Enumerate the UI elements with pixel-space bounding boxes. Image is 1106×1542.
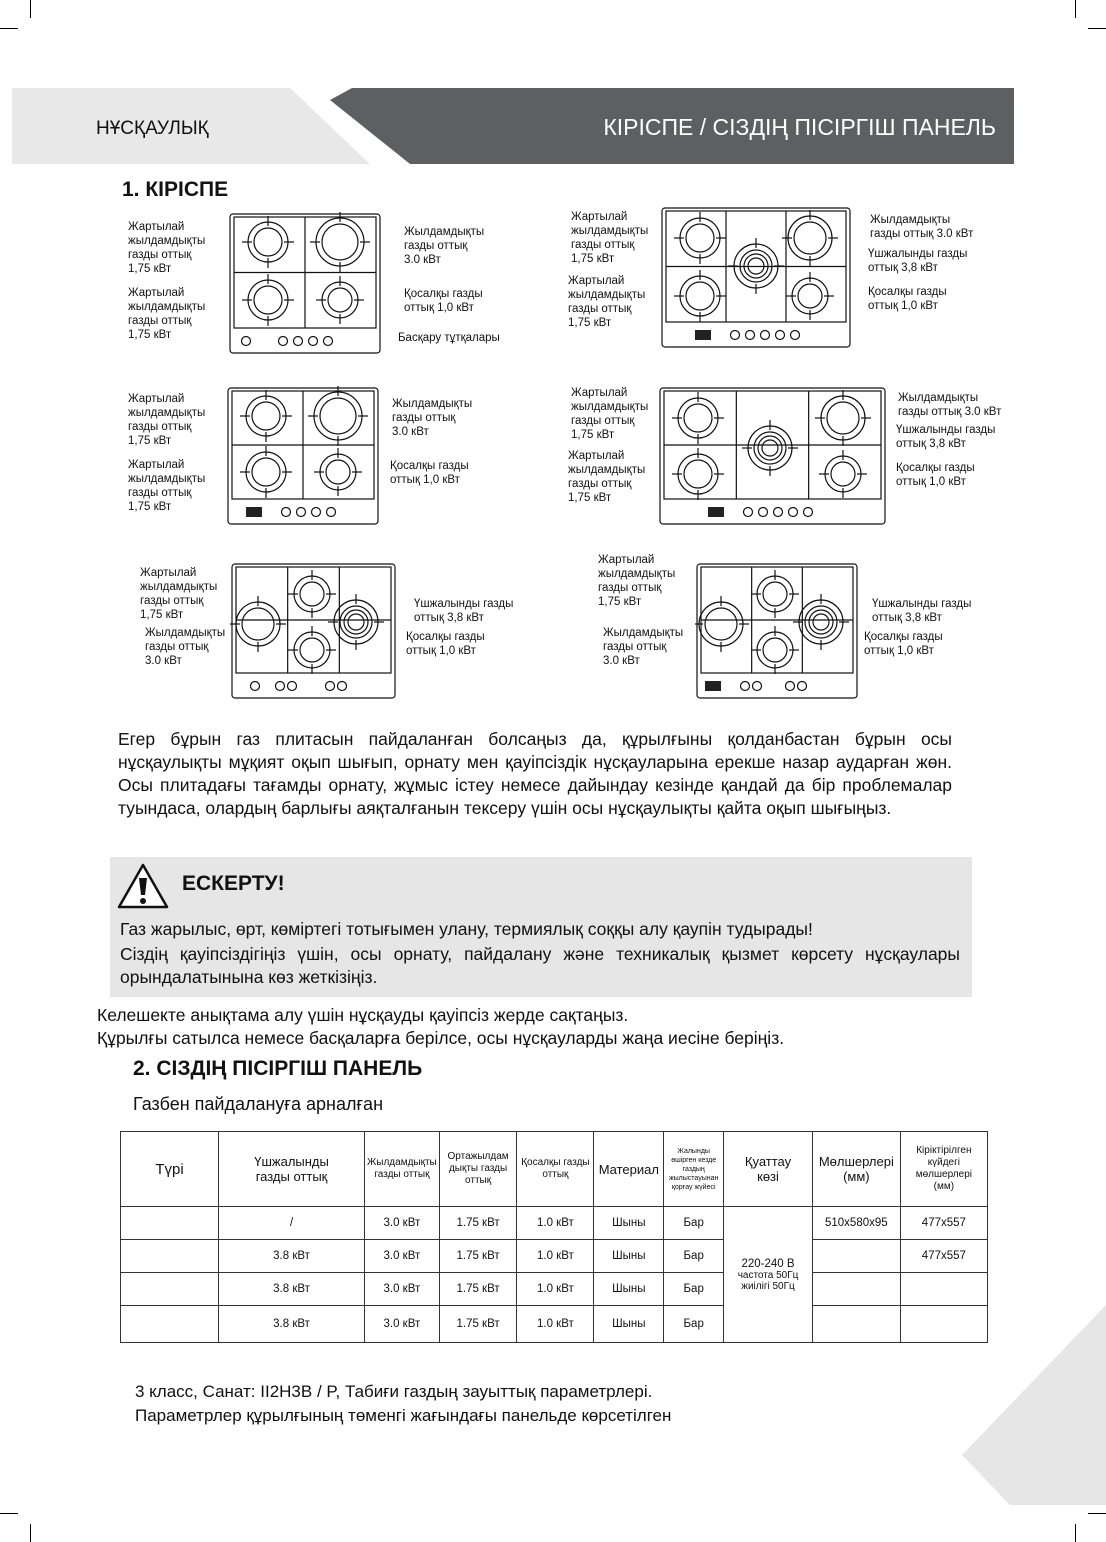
table-cell [121, 1207, 219, 1240]
section-2-subtitle: Газбен пайдалануға арналған [133, 1094, 384, 1114]
table-cell: / [219, 1207, 365, 1240]
burner-icon [242, 274, 294, 326]
table-cell [812, 1240, 900, 1273]
burner-label: Жартылай жылдамдықты газды оттық 1,75 кВт [128, 221, 206, 275]
crop-mark [0, 28, 18, 29]
burner-label: Жартылай жылдамдықты газды оттық 1,75 кВт [568, 275, 646, 329]
burner-label: Үшжалынды газды оттық 3,8 кВт [414, 598, 514, 624]
control-knob-icon [786, 682, 795, 691]
table-header-cell: Материал [594, 1132, 664, 1207]
burner-icon [751, 570, 799, 618]
burner-icon [310, 212, 370, 272]
control-knob-icon [309, 337, 318, 346]
burner-label: Жартылай жылдамдықты газды оттық 1,75 кВт [598, 554, 676, 608]
control-knob-icon [251, 682, 260, 691]
crop-mark [0, 1513, 18, 1514]
power-text: 220-240 В [741, 1257, 795, 1270]
burner-label: Жылдамдықты газды оттық 3.0 кВт [145, 627, 226, 667]
control-knob-icon [776, 331, 785, 340]
table-cell: Бар [664, 1306, 724, 1343]
table-cell [812, 1273, 900, 1306]
burner-icon [674, 270, 726, 322]
burner-icon [674, 212, 726, 264]
table-cell: 3.8 кВт [219, 1240, 365, 1273]
table-cell: 1.0 кВт [517, 1207, 594, 1240]
control-knob-icon [791, 331, 800, 340]
table-header-row [121, 1132, 988, 1207]
burner-label: Қосалқы газды оттық 1,0 кВт [868, 286, 947, 312]
table-header-cell: Кіріктірілген күйдегі мөлшерлері (мм) [900, 1132, 987, 1207]
control-knob-icon [312, 508, 321, 517]
intro-paragraph: Егер бұрын газ плитасын пайдаланған болсаңыз да, құрылғыны қолданбастан бұрын осы нұсқаулықты мұқият оқып шығып, орнату мен қауіпсіздік нұсқауларына ерекше назар аударған жөн. Осы плитадағы тағамды орнату, жұмыс істеу немесе дайындау кезінде қандай да бір проблемалар туындаса, олардың барлығы аяқталғанын тексеру үшін осы нұсқаулықты қайта оқып шығыңыз. [118, 729, 952, 818]
hob-diagram-4-burner-wok-b [695, 562, 861, 704]
burner-label: Қосалқы газды оттық 1,0 кВт [406, 631, 485, 657]
burner-label: Жартылай жылдамдықты газды оттық 1,75 кВт [568, 450, 646, 504]
table-cell: 3.0 кВт [365, 1207, 440, 1240]
burner-label: Жартылай жылдамдықты газды оттық 1,75 кВт [128, 287, 206, 341]
section-2-title: 2. СІЗДІҢ ПІСІРГІШ ПАНЕЛЬ [133, 1057, 423, 1080]
control-knob-icon [804, 508, 813, 517]
footer-line: 3 класс, Санат: II2H3B / P, Табиғи газдың зауыттық параметрлері. [135, 1382, 653, 1401]
table-cell: Шыны [594, 1306, 664, 1343]
table-row [121, 1207, 988, 1240]
crop-mark [1075, 0, 1076, 18]
burner-label: Үшжалынды газды оттық 3,8 кВт [872, 598, 972, 624]
burner-icon [314, 448, 362, 496]
table-cell: 3.0 кВт [365, 1306, 440, 1343]
table-cell [121, 1306, 219, 1343]
warning-line-1: Газ жарылыс, өрт, көміртегі тотығымен улану, термиялық соққы алу қаупін тудырады! [120, 919, 813, 939]
display-icon [695, 330, 711, 340]
control-knob-icon [279, 337, 288, 346]
table-cell: 1.75 кВт [439, 1273, 517, 1306]
burner-label: Жартылай жылдамдықты газды оттық 1,75 кВт [128, 393, 206, 447]
crop-mark [30, 1524, 31, 1542]
control-knob-icon [761, 331, 770, 340]
hob-diagram-4-burner-b [226, 386, 381, 526]
table-cell [900, 1273, 987, 1306]
table-cell: 3.8 кВт [219, 1306, 365, 1343]
burner-icon [242, 216, 294, 268]
table-row [121, 1306, 988, 1343]
burner-icon [240, 390, 292, 442]
control-knob-icon [324, 337, 333, 346]
burner-icon [230, 596, 286, 652]
control-knob-icon [798, 682, 807, 691]
burner-label: Қосалқы газды оттық 1,0 кВт [404, 288, 483, 314]
table-cell [812, 1306, 900, 1343]
table-cell: Бар [664, 1240, 724, 1273]
table-cell: 1.0 кВт [517, 1273, 594, 1306]
note-line: Келешекте анықтама алу үшін нұсқауды қауіпсіз жерде сақтаңыз. [97, 1005, 629, 1025]
specs-table [120, 1131, 988, 1343]
burner-icon [672, 392, 724, 444]
power-text: частота 50Гц [737, 1269, 799, 1281]
control-knob-icon [338, 682, 347, 691]
burner-icon [819, 450, 867, 498]
control-knob-icon [288, 682, 297, 691]
power-cell [724, 1207, 813, 1343]
burner-icon [751, 626, 799, 674]
control-knob-icon [774, 508, 783, 517]
note-line: Құрылғы сатылса немесе басқаларға берілсе, осы нұсқауларды жаңа иесіне беріңіз. [97, 1028, 785, 1048]
control-knob-icon [276, 682, 285, 691]
hob-diagram-4-burner [228, 212, 383, 354]
burner-label: Жылдамдықты газды оттық 3.0 кВт [870, 214, 974, 240]
control-knob-icon [789, 508, 798, 517]
burner-label: Жартылай жылдамдықты газды оттық 1,75 кВт [140, 567, 218, 621]
table-cell: 510x580x95 [812, 1207, 900, 1240]
burner-icon [672, 448, 724, 500]
table-cell: 477x557 [900, 1207, 987, 1240]
burner-icon [786, 272, 834, 320]
control-knob-icon [294, 337, 303, 346]
burner-label: Жартылай жылдамдықты газды оттық 1,75 кВт [571, 387, 649, 441]
control-knob-icon [753, 682, 762, 691]
table-cell: 1.75 кВт [439, 1207, 517, 1240]
triple-flame-burner-icon [793, 594, 849, 650]
hob-diagram-5-burner-wide [658, 386, 888, 526]
control-knob-icon [282, 508, 291, 517]
page-corner-decoration [950, 1305, 1106, 1505]
burner-icon [316, 276, 364, 324]
table-cell: Бар [664, 1273, 724, 1306]
table-header-cell: Мөлшерлері (мм) [812, 1132, 900, 1207]
table-cell: 1.75 кВт [439, 1240, 517, 1273]
table-header-cell: Жылдамдықты газды оттық [365, 1132, 440, 1207]
burner-icon [288, 626, 336, 674]
crop-mark [1088, 1513, 1106, 1514]
table-cell: Шыны [594, 1207, 664, 1240]
hob-diagram-5-burner [660, 206, 852, 348]
table-cell: Бар [664, 1207, 724, 1240]
section-1-title: 1. КІРІСПЕ [122, 178, 229, 201]
header-right-title: КІРІСПЕ / СІЗДІҢ ПІСІРГІШ ПАНЕЛЬ [603, 114, 996, 140]
burner-icon [308, 386, 368, 446]
table-cell: 477x557 [900, 1240, 987, 1273]
control-knob-icon [759, 508, 768, 517]
header-left-title: НҰСҚАУЛЫҚ [96, 118, 209, 139]
burner-icon [782, 210, 838, 266]
burner-label: Жартылай жылдамдықты газды оттық 1,75 кВт [128, 459, 206, 513]
table-cell: Шыны [594, 1240, 664, 1273]
burner-icon [815, 390, 871, 446]
burner-label: Жылдамдықты газды оттық 3.0 кВт [404, 226, 485, 266]
table-cell: 3.0 кВт [365, 1273, 440, 1306]
burner-label: Жартылай жылдамдықты газды оттық 1,75 кВт [571, 211, 649, 265]
table-header-cell: Ортажылдам дықты газды оттық [439, 1132, 517, 1207]
table-row [121, 1273, 988, 1306]
triple-flame-burner-icon [328, 594, 384, 650]
table-header-cell: Қуаттау көзі [724, 1132, 813, 1207]
table-cell [121, 1240, 219, 1273]
control-knob-icon [327, 508, 336, 517]
controls-label: Басқару тұтқалары [398, 332, 500, 344]
burner-label: Жылдамдықты газды оттық 3.0 кВт [603, 627, 684, 667]
control-knob-icon [744, 508, 753, 517]
footer-line: Параметрлер құрылғының төменгі жағындағы панельде көрсетілген [135, 1406, 672, 1425]
table-header-cell: Жалынды өшірген кезде газдың жылыстауынан қорғау жүйесі [664, 1132, 724, 1207]
hob-diagram-4-burner-wok [230, 562, 398, 704]
control-knob-icon [326, 682, 335, 691]
control-knob-icon [242, 337, 251, 346]
table-cell [121, 1273, 219, 1306]
crop-mark [1088, 28, 1106, 29]
warning-line-2: Сіздің қауіпсіздігіңіз үшін, осы орнату, пайдалану және техникалық қызмет көрсету нұсқаулары орындалатынына көз жеткізіңіз. [120, 944, 960, 987]
table-cell: 3.8 кВт [219, 1273, 365, 1306]
control-knob-icon [746, 331, 755, 340]
table-cell: 1.0 кВт [517, 1240, 594, 1273]
triple-flame-burner-icon [742, 420, 798, 476]
table-cell: 3.0 кВт [365, 1240, 440, 1273]
table-cell: Шыны [594, 1273, 664, 1306]
display-icon [708, 507, 724, 517]
burner-icon [240, 446, 292, 498]
burner-icon [288, 570, 336, 618]
burner-label: Қосалқы газды оттық 1,0 кВт [896, 462, 975, 488]
burner-label: Жылдамдықты газды оттық 3.0 кВт [898, 392, 1002, 418]
table-header-cell: Үшжалынды газды оттық [219, 1132, 365, 1207]
crop-mark [30, 0, 31, 18]
burner-label: Үшжалынды газды оттық 3,8 кВт [868, 248, 968, 274]
control-knob-icon [297, 508, 306, 517]
burner-label: Қосалқы газды оттық 1,0 кВт [864, 631, 943, 657]
burner-icon [695, 596, 749, 652]
table-row [121, 1240, 988, 1273]
display-icon [246, 507, 262, 517]
burner-label: Жылдамдықты газды оттық 3.0 кВт [392, 398, 473, 438]
table-header-cell: Қосалқы газды оттық [517, 1132, 594, 1207]
display-icon [705, 681, 721, 691]
burner-label: Үшжалынды газды оттық 3,8 кВт [896, 424, 996, 450]
warning-title: ЕСКЕРТУ! [182, 872, 285, 895]
warning-icon [117, 862, 169, 910]
control-knob-icon [741, 682, 750, 691]
burner-label: Қосалқы газды оттық 1,0 кВт [390, 460, 469, 486]
control-knob-icon [731, 331, 740, 340]
crop-mark [1075, 1524, 1076, 1542]
table-cell: 1.75 кВт [439, 1306, 517, 1343]
table-header-cell: Түрі [121, 1132, 219, 1207]
table-cell: 1.0 кВт [517, 1306, 594, 1343]
power-text: жиілігі 50Гц [741, 1280, 795, 1292]
